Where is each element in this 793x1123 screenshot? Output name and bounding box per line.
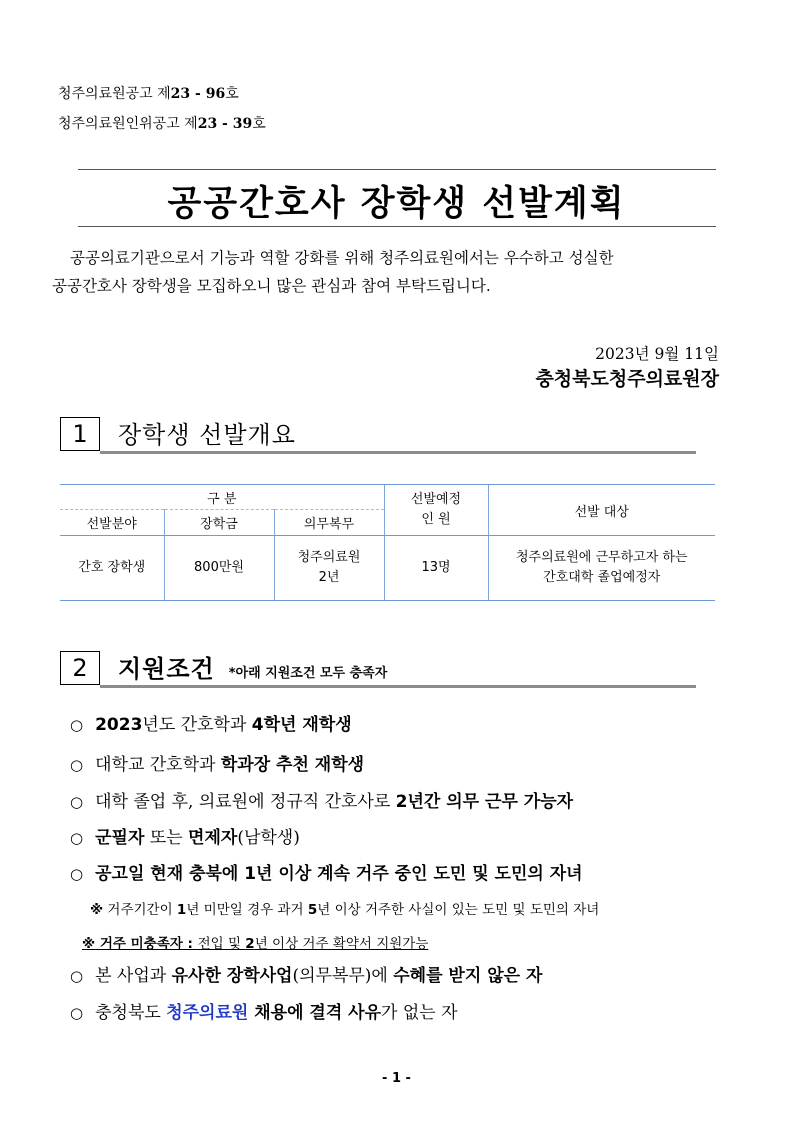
condition-item-6: ○ 본 사업과 유사한 장학사업(의무복무)에 수혜를 받지 않은 자 (70, 966, 543, 986)
bullet-circle-icon: ○ (70, 865, 84, 883)
title-rule-bottom (78, 226, 716, 227)
condition-item-5: ○ 공고일 현재 충북에 1년 이상 계속 거주 중인 도민 및 도민의 자녀 (70, 864, 583, 884)
section-2-note: *아래 지원조건 모두 충족자 (228, 666, 388, 681)
title-rule-top (78, 169, 716, 170)
table-header-duty: 의무복무 (274, 510, 384, 536)
organization-name: 충청북도청주의료원장 (535, 368, 719, 390)
bullet-circle-icon: ○ (70, 756, 84, 774)
announcement-date: 2023년 9월 11일 (595, 345, 719, 363)
reference-mark-icon: ※ (90, 902, 104, 918)
condition-item-1: ○ 2023년도 간호학과 4학년 재학생 (70, 715, 352, 735)
intro-paragraph (52, 244, 742, 300)
condition-item-4: ○ 군필자 또는 면제자(남학생) (70, 828, 300, 848)
section-2-number: 2 (60, 651, 100, 685)
condition-note-2: ※ 거주 미충족자 : 전입 및 2년 이상 거주 확약서 지원가능 (82, 936, 429, 952)
table-cell-quota: 13명 (384, 536, 488, 601)
section-1-title: 장학생 선발개요 (118, 421, 296, 449)
bullet-circle-icon: ○ (70, 1004, 84, 1022)
section-2-title: 지원조건 *아래 지원조건 모두 충족자 (118, 655, 388, 683)
section-2-bar (100, 685, 696, 688)
selection-table (60, 484, 715, 601)
bullet-circle-icon: ○ (70, 967, 84, 985)
table-group-header: 구 분 (60, 485, 384, 510)
intro-line-2: 공공간호사 장학생을 모집하오니 많은 관심과 참여 부탁드립니다. (52, 277, 491, 295)
reference-mark-icon: ※ (82, 936, 96, 952)
intro-line-1: 공공의료기관으로서 기능과 역할 강화를 위해 청주의료원에서는 우수하고 성실한 (70, 249, 614, 267)
table-row (60, 536, 715, 601)
bullet-circle-icon: ○ (70, 793, 84, 811)
table-cell-scholarship: 800만원 (164, 536, 274, 601)
section-1-bar (100, 451, 696, 454)
table-target-header: 선발 대상 (488, 485, 715, 536)
notice-number-1: 청주의료원공고 제23 - 96호 (58, 86, 239, 102)
section-2-header (60, 651, 696, 685)
table-quota-header: 선발예정 인 원 (384, 485, 488, 536)
table-header-row (60, 485, 715, 510)
condition-note-1: ※ 거주기간이 1년 미만일 경우 과거 5년 이상 거주한 사실이 있는 도민 및 도민의 자녀 (90, 902, 600, 918)
condition-item-7: ○ 충청북도 청주의료원 채용에 결격 사유가 없는 자 (70, 1003, 458, 1023)
section-1-number: 1 (60, 417, 100, 451)
condition-item-3: ○ 대학 졸업 후, 의료원에 정규직 간호사로 2년간 의무 근무 가능자 (70, 792, 574, 812)
condition-item-2: ○ 대학교 간호학과 학과장 추천 재학생 (70, 755, 365, 775)
table-header-scholarship: 장학금 (164, 510, 274, 536)
page-number: - 1 - (382, 1071, 411, 1086)
bullet-circle-icon: ○ (70, 829, 84, 847)
table-cell-target: 청주의료원에 근무하고자 하는 간호대학 졸업예정자 (488, 536, 715, 601)
section-1-header (60, 417, 696, 451)
table-cell-duty: 청주의료원 2년 (274, 536, 384, 601)
document-title: 공공간호사 장학생 선발계획 (167, 184, 626, 224)
bullet-circle-icon: ○ (70, 716, 84, 734)
table-cell-field: 간호 장학생 (60, 536, 164, 601)
table-header-field: 선발분야 (60, 510, 164, 536)
notice-number-2: 청주의료원인위공고 제23 - 39호 (58, 116, 266, 132)
